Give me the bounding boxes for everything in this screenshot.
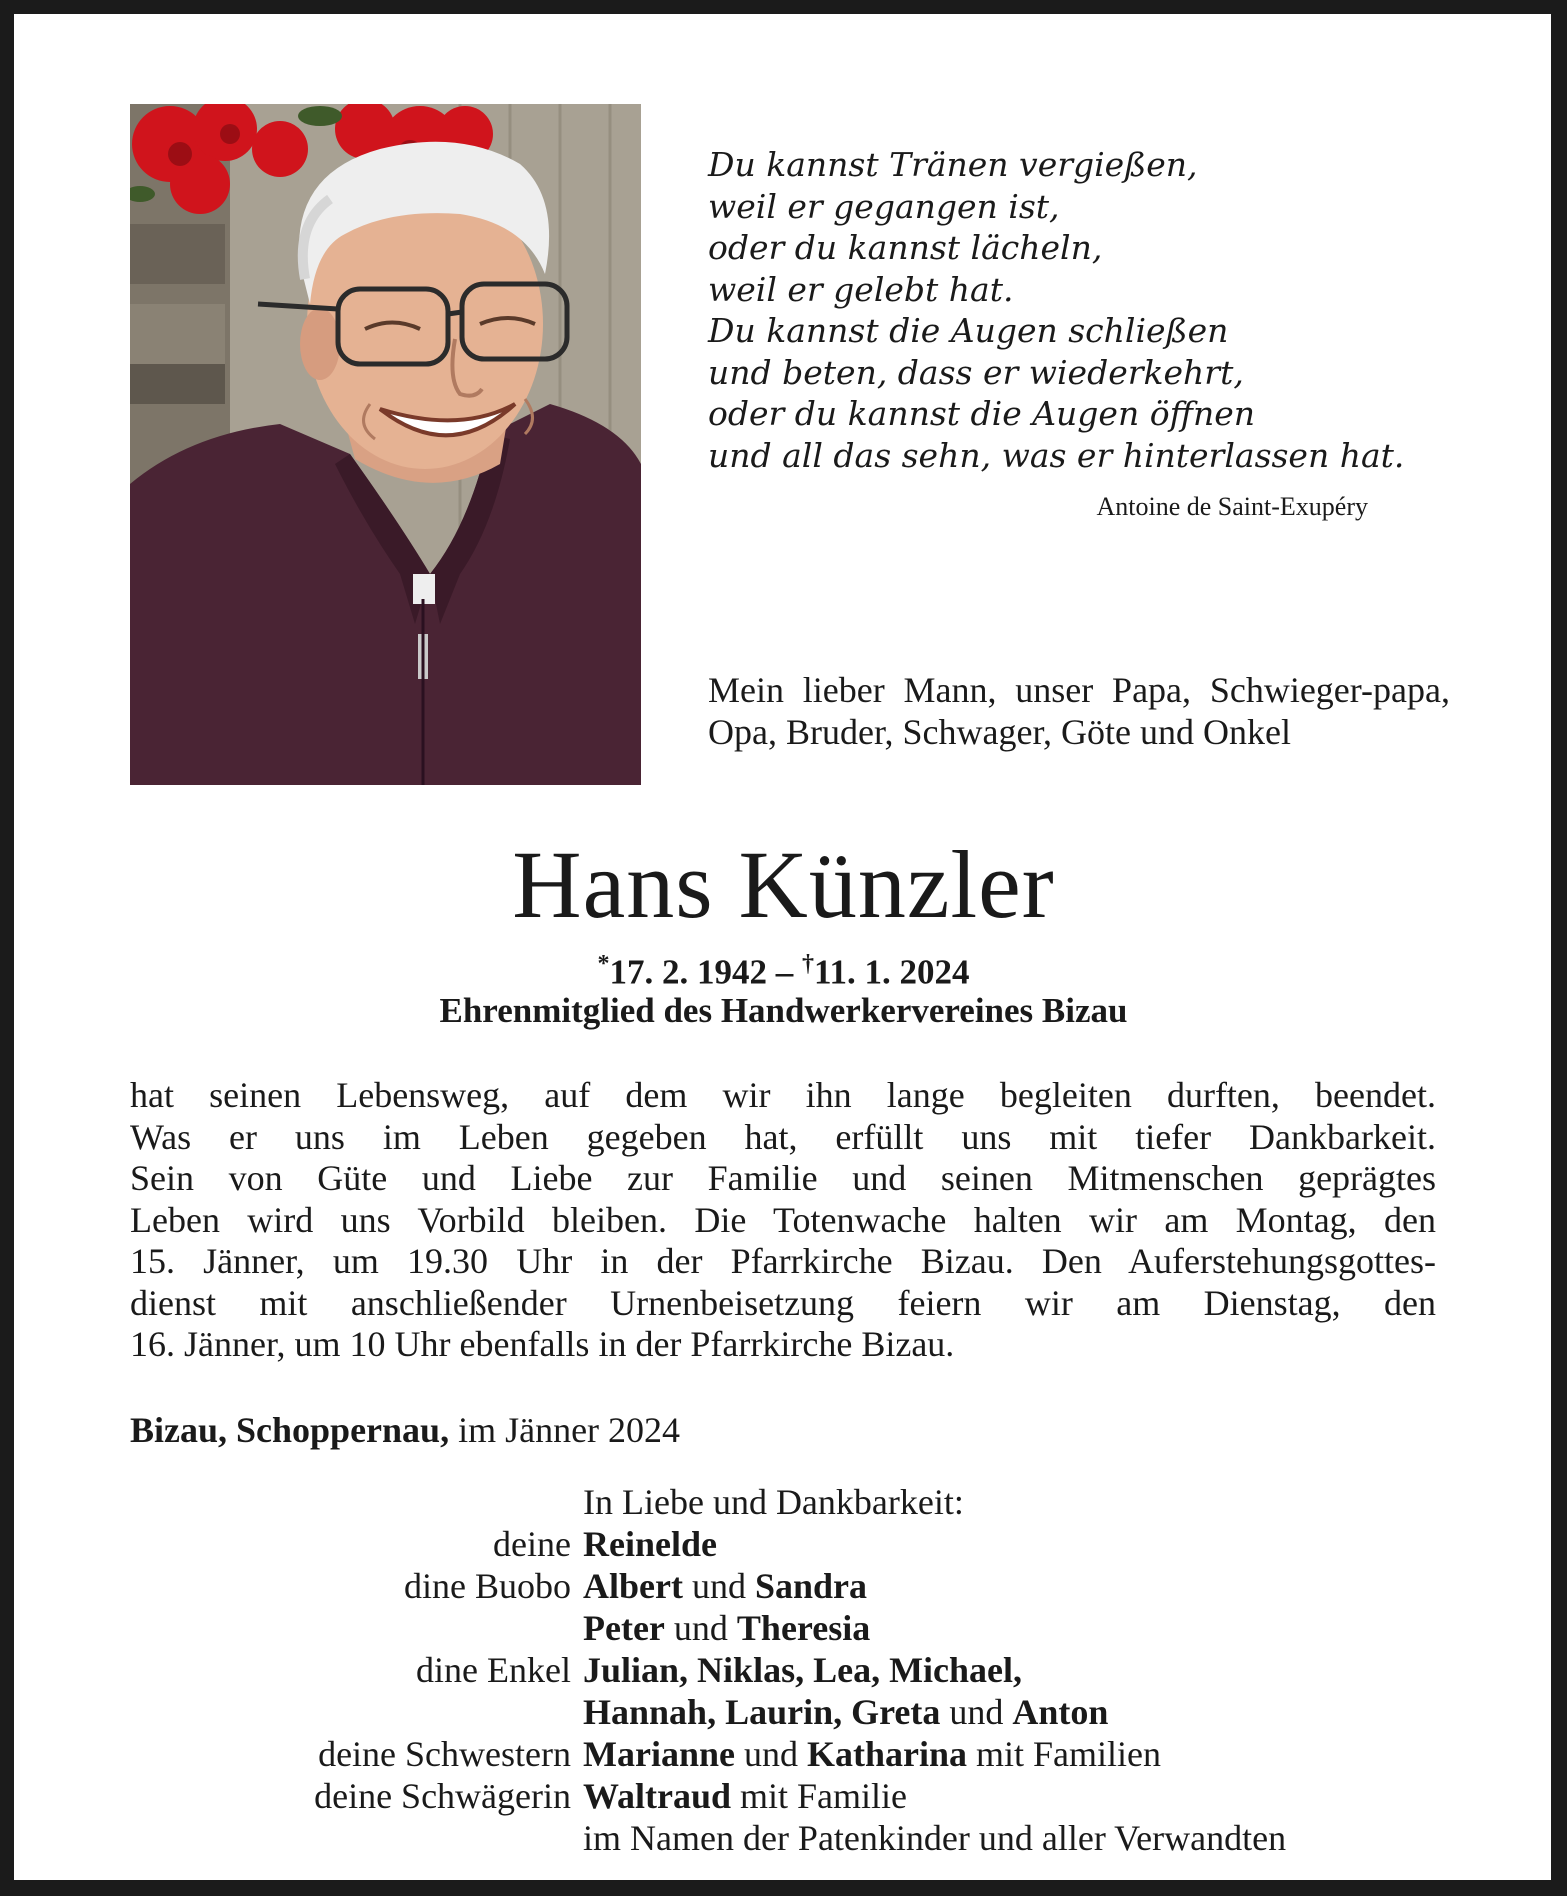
- death-date: 11. 1. 2024: [813, 952, 970, 992]
- family-connector: und: [682, 1566, 755, 1606]
- poem-line: oder du kannst lächeln,: [708, 228, 1103, 267]
- family-list: [130, 1481, 1436, 1859]
- family-member-name: Marianne: [583, 1734, 735, 1774]
- family-row: [130, 1649, 1436, 1691]
- family-relation: dine Enkel: [416, 1650, 571, 1690]
- family-names: [583, 1607, 1436, 1649]
- family-relation: deine Schwägerin: [314, 1776, 571, 1816]
- place-date-text: im Jänner 2024: [449, 1410, 681, 1450]
- family-member-name: Theresia: [736, 1608, 871, 1648]
- family-heading-row: [130, 1481, 1436, 1523]
- family-relation: deine: [493, 1524, 571, 1564]
- poem-line: weil er gelebt hat.: [708, 269, 1014, 309]
- body-line: 16. Jänner, um 10 Uhr ebenfalls in der Pfarrkirche Bizau.: [130, 1324, 955, 1364]
- poem-author: Antoine de Saint-Exupéry: [1096, 492, 1368, 521]
- family-names: [583, 1649, 1436, 1691]
- life-dates: [0, 951, 1567, 993]
- poem-line: oder du kannst die Augen öffnen: [708, 394, 1255, 433]
- family-names: [583, 1817, 1436, 1859]
- family-member-name: Anton: [1012, 1692, 1109, 1732]
- family-relation: [130, 1817, 583, 1859]
- body-line: hat seinen Lebensweg, auf dem wir ihn lange begleiten durften, beendet.: [130, 1075, 1436, 1115]
- birth-date: 17. 2. 1942: [609, 952, 767, 992]
- family-member-name: Katharina: [806, 1734, 967, 1774]
- poem-line: weil er gegangen ist,: [708, 186, 1060, 226]
- poem-line: und all das sehn, was er hinterlassen hat.: [708, 435, 1405, 475]
- family-connector: und: [734, 1734, 807, 1774]
- family-member-name: Albert: [583, 1566, 683, 1606]
- family-member-name: Peter: [583, 1608, 665, 1648]
- poem-line: Du kannst Tränen vergießen,: [708, 145, 1198, 184]
- family-relation: deine Schwestern: [318, 1734, 571, 1774]
- place-names: Bizau, Schoppernau,: [130, 1410, 450, 1450]
- body-line: Leben wird uns Vorbild bleiben. Die Totenwache halten wir am Montag, den: [130, 1199, 1436, 1240]
- portrait-illustration: [130, 104, 641, 785]
- family-relation: [130, 1691, 583, 1733]
- deceased-name: Hans Künzler: [512, 831, 1055, 938]
- family-names: [583, 1775, 1436, 1817]
- family-connector: mit Familie: [731, 1776, 908, 1816]
- family-member-name: Waltraud: [583, 1776, 732, 1816]
- place-date: [130, 1409, 680, 1451]
- family-member-name: Sandra: [754, 1566, 868, 1606]
- family-row: [130, 1733, 1436, 1775]
- poem-quote: [708, 144, 1408, 476]
- body-line: Was er uns im Leben gegeben hat, erfüllt uns mit tiefer Dankbarkeit.: [130, 1116, 1436, 1157]
- family-relation: dine Buobo: [404, 1566, 571, 1606]
- family-member-name: Julian, Niklas, Lea, Michael,: [583, 1650, 1023, 1690]
- obituary-page: [14, 14, 1551, 1880]
- intro-text: Mein lieber Mann, unser Papa, Schwieger-papa, Opa, Bruder, Schwager, Göte und Onkel: [708, 670, 1450, 752]
- honor-title: Ehrenmitglied des Handwerkervereines Bizau: [439, 991, 1128, 1030]
- poem-line: Du kannst die Augen schließen: [708, 311, 1229, 350]
- family-connector: im Namen der Patenkinder und aller Verwandten: [583, 1818, 1287, 1858]
- family-row: [130, 1607, 1436, 1649]
- portrait-photo: [130, 104, 641, 785]
- family-names: [583, 1691, 1436, 1733]
- family-connector: und: [664, 1608, 737, 1648]
- body-line: 15. Jänner, um 19.30 Uhr in der Pfarrkirche Bizau. Den Auferstehungsgottes-: [130, 1241, 1436, 1281]
- family-member-name: Reinelde: [583, 1524, 717, 1564]
- date-separator: –: [766, 952, 802, 992]
- birth-mark: *: [597, 951, 610, 977]
- family-heading: In Liebe und Dankbarkeit:: [583, 1482, 964, 1522]
- family-names: [583, 1523, 1436, 1565]
- family-row: [130, 1775, 1436, 1817]
- obituary-body: [130, 1075, 1436, 1366]
- death-mark: †: [801, 951, 814, 977]
- family-connector: mit Familien: [967, 1734, 1161, 1774]
- family-row: [130, 1817, 1436, 1859]
- poem-line: und beten, dass er wiederkehrt,: [708, 352, 1244, 392]
- family-relation: [130, 1607, 583, 1649]
- family-row: [130, 1565, 1436, 1607]
- family-names: [583, 1565, 1436, 1607]
- family-row: [130, 1523, 1436, 1565]
- body-line: dienst mit anschließender Urnenbeisetzung feiern wir am Dienstag, den: [130, 1282, 1436, 1323]
- body-line: Sein von Güte und Liebe zur Familie und seinen Mitmenschen geprägtes: [130, 1158, 1436, 1198]
- family-connector: und: [940, 1692, 1013, 1732]
- family-member-name: Hannah, Laurin, Greta: [583, 1692, 941, 1732]
- family-row: [130, 1691, 1436, 1733]
- family-names: [583, 1733, 1436, 1775]
